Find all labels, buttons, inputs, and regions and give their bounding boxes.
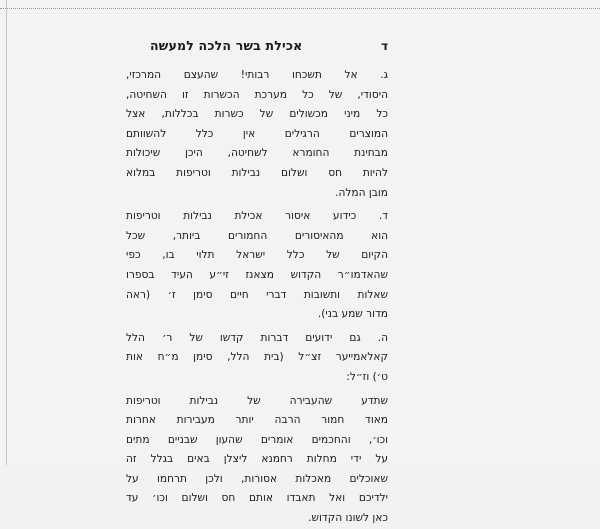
page-number: ד	[380, 39, 388, 53]
text-line: ילדיכם ואל תאבדו אותם חס ושלום וכו׳ עד	[126, 492, 388, 505]
text-line: ג. אל תשכחו רבותי! שהעצם המרכזי,	[126, 69, 388, 81]
text-line: הקיום של כלל ישראל תלוי בו, כפי	[126, 249, 388, 262]
paragraph-gimel	[126, 66, 388, 203]
text-line: הוא מהאיסורים החמורים ביותר, שכל	[126, 229, 388, 242]
paragraph-quote	[126, 392, 388, 529]
text-line: שתדע שהעבירה של נבילות וטריפות	[126, 394, 388, 407]
text-line: להיות חס ושלום נבילות וטריפות במלוא	[126, 166, 388, 179]
paragraph-he	[126, 329, 388, 388]
text-line: כאן לשונו הקדוש.	[308, 512, 388, 525]
text-line: היסודי, של כל מערכת הכשרות זו השחיטה,	[126, 88, 388, 101]
text-line: מבחינת החומרא לשחיטה, היכן שיכולות	[126, 147, 388, 160]
text-line: ד. כידוע איסור אכילת נבילות וטריפות	[126, 210, 388, 223]
body-text	[126, 66, 388, 529]
text-line: שהאדמו״ר הקדוש מצאנז זי״ע העיד בספרו	[126, 268, 388, 281]
text-line: המוצרים הרגילים אין כלל להשוותם	[126, 127, 388, 140]
running-title: אכילת בשר הלכה למעשה	[150, 38, 303, 53]
paragraph-dalet	[126, 207, 388, 325]
text-line: וכו׳, והחכמים אומרים שהעון שבניים מתים	[126, 433, 388, 446]
page-top-border	[0, 8, 600, 9]
text-line: ט׳) וז״ל:	[346, 370, 388, 383]
text-line: מאוד חמור הרבה יותר מעבירות אחרות	[126, 414, 388, 427]
page-header	[150, 38, 388, 53]
page-left-edge	[6, 0, 7, 465]
text-line: קאלאמייער זצ״ל (בית הלל, סימן מ״ח אות	[126, 351, 388, 364]
text-line: על ידי מחלות רחמנא ליצלן באים בגלל זה	[126, 453, 388, 466]
text-line: ה. גם ידועים דברות קדשו של ר׳ הלל	[126, 331, 388, 344]
text-line: שאוכלים מאכלות אסורות, ולכן תרחמו על	[126, 472, 388, 485]
text-line: מדור שמע בני).	[317, 308, 388, 321]
text-line: כל מיני מכשולים של כשרות בכללות, אצל	[126, 108, 388, 121]
text-line: שאלות ותשובות דברי חיים סימן ז׳ (ראה	[126, 288, 388, 301]
text-line: מובן המלה.	[335, 186, 388, 199]
